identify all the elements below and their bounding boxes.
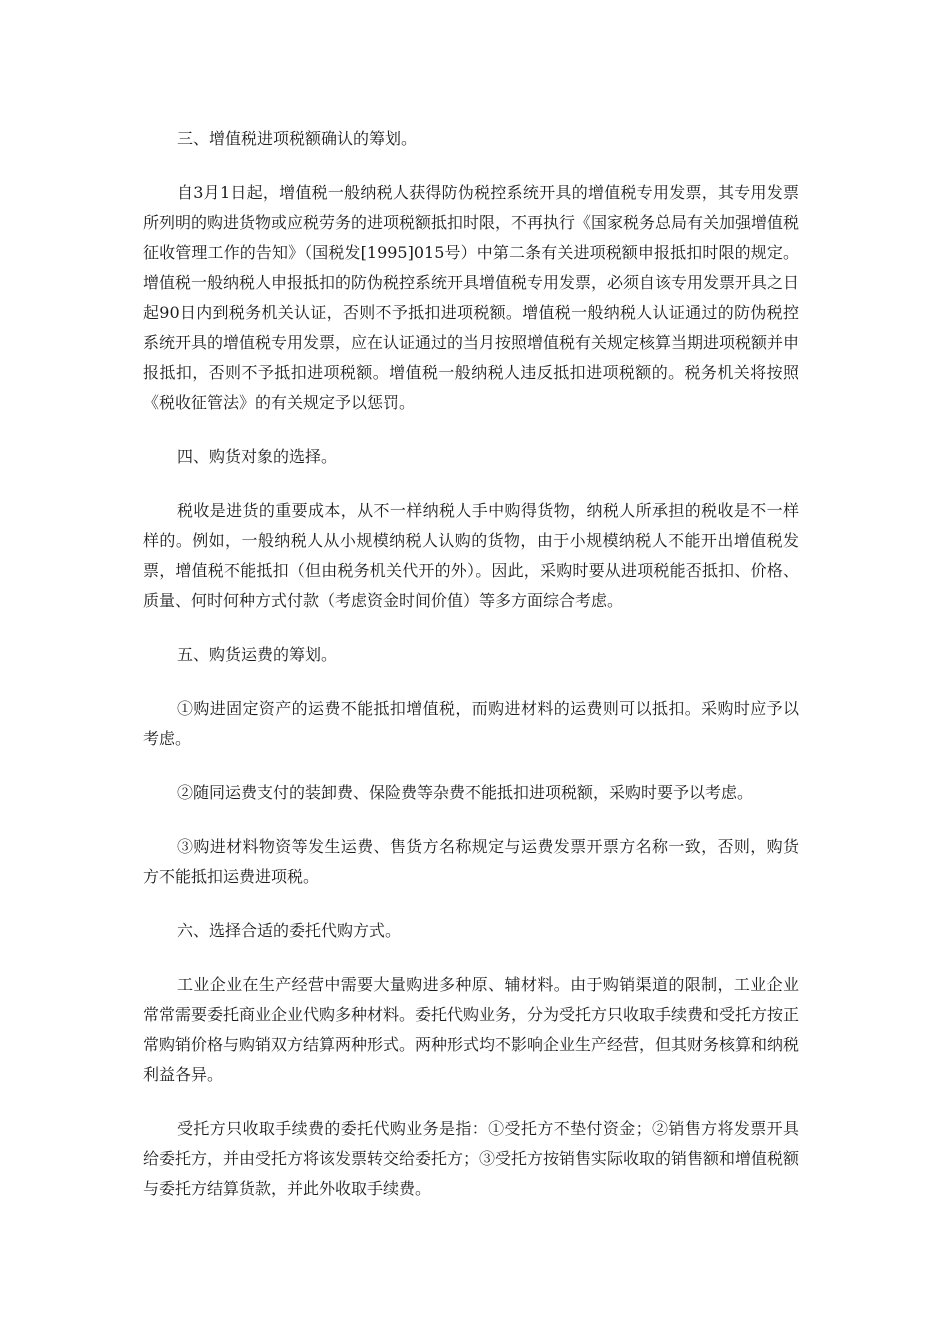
section-heading-5: 五、购货运费的筹划。 xyxy=(177,645,338,664)
paragraph-freight-item-1: ①购进固定资产的运费不能抵扣增值税，而购进材料的运费则可以抵扣。采购时应予以考虑。 xyxy=(143,699,799,748)
section-heading-6: 六、选择合适的委托代购方式。 xyxy=(177,921,402,940)
section-heading-4: 四、购货对象的选择。 xyxy=(177,447,338,466)
paragraph-freight-item-2: ②随同运费支付的装卸费、保险费等杂费不能抵扣进项税额，采购时要予以考虑。 xyxy=(177,783,754,802)
document-body xyxy=(143,124,799,1228)
paragraph-agency-purchase: 工业企业在生产经营中需要大量购进多种原、辅材料。由于购销渠道的限制，工业企业常常需要委托商业企业代购多种材料。委托代购业务，分为受托方只收取手续费和受托方按正常购销价格与购销双方结算两种形式。两种形式均不影响企业生产经营，但其财务核算和纳税利益各异。 xyxy=(143,975,800,1084)
paragraph-input-tax-deadline: 自3月1日起，增值税一般纳税人获得防伪税控系统开具的增值税专用发票，其专用发票所列明的购进货物或应税劳务的进项税额抵扣时限，不再执行《国家税务总局有关加强增值税征收管理工作的告知》（国税发[1995]015号）中第二条有关进项税额申报抵扣时限的规定。增值税一般纳税人申报抵扣的防伪税控系统开具增值税专用发票，必须自该专用发票开具之日起90日内到税务机关认证，否则不予抵扣进项税额。增值税一般纳税人认证通过的防伪税控系统开具的增值税专用发票，应在认证通过的当月按照增值税有关规定核算当期进项税额并申报抵扣，否则不予抵扣进项税额。增值税一般纳税人违反抵扣进项税额的。税务机关将按照《税收征管法》的有关规定予以惩罚。 xyxy=(143,183,800,412)
paragraph-supplier-choice: 税收是进货的重要成本，从不一样纳税人手中购得货物，纳税人所承担的税收是不一样样的。例如，一般纳税人从小规模纳税人认购的货物，由于小规模纳税人不能开出增值税发票，增值税不能抵扣（但由税务机关代开的外）。因此，采购时要从进项税能否抵扣、价格、质量、何时何种方式付款（考虑资金时间价值）等多方面综合考虑。 xyxy=(143,501,799,610)
section-heading-3: 三、增值税进项税额确认的筹划。 xyxy=(177,129,418,148)
paragraph-freight-item-3: ③购进材料物资等发生运费、售货方名称规定与运费发票开票方名称一致，否则，购货方不能抵扣运费进项税。 xyxy=(143,837,799,886)
paragraph-fee-only-agency: 受托方只收取手续费的委托代购业务是指：①受托方不垫付资金；②销售方将发票开具给委托方，并由受托方将该发票转交给委托方；③受托方按销售实际收取的销售额和增值税额与委托方结算货款，并此外收取手续费。 xyxy=(143,1119,800,1198)
